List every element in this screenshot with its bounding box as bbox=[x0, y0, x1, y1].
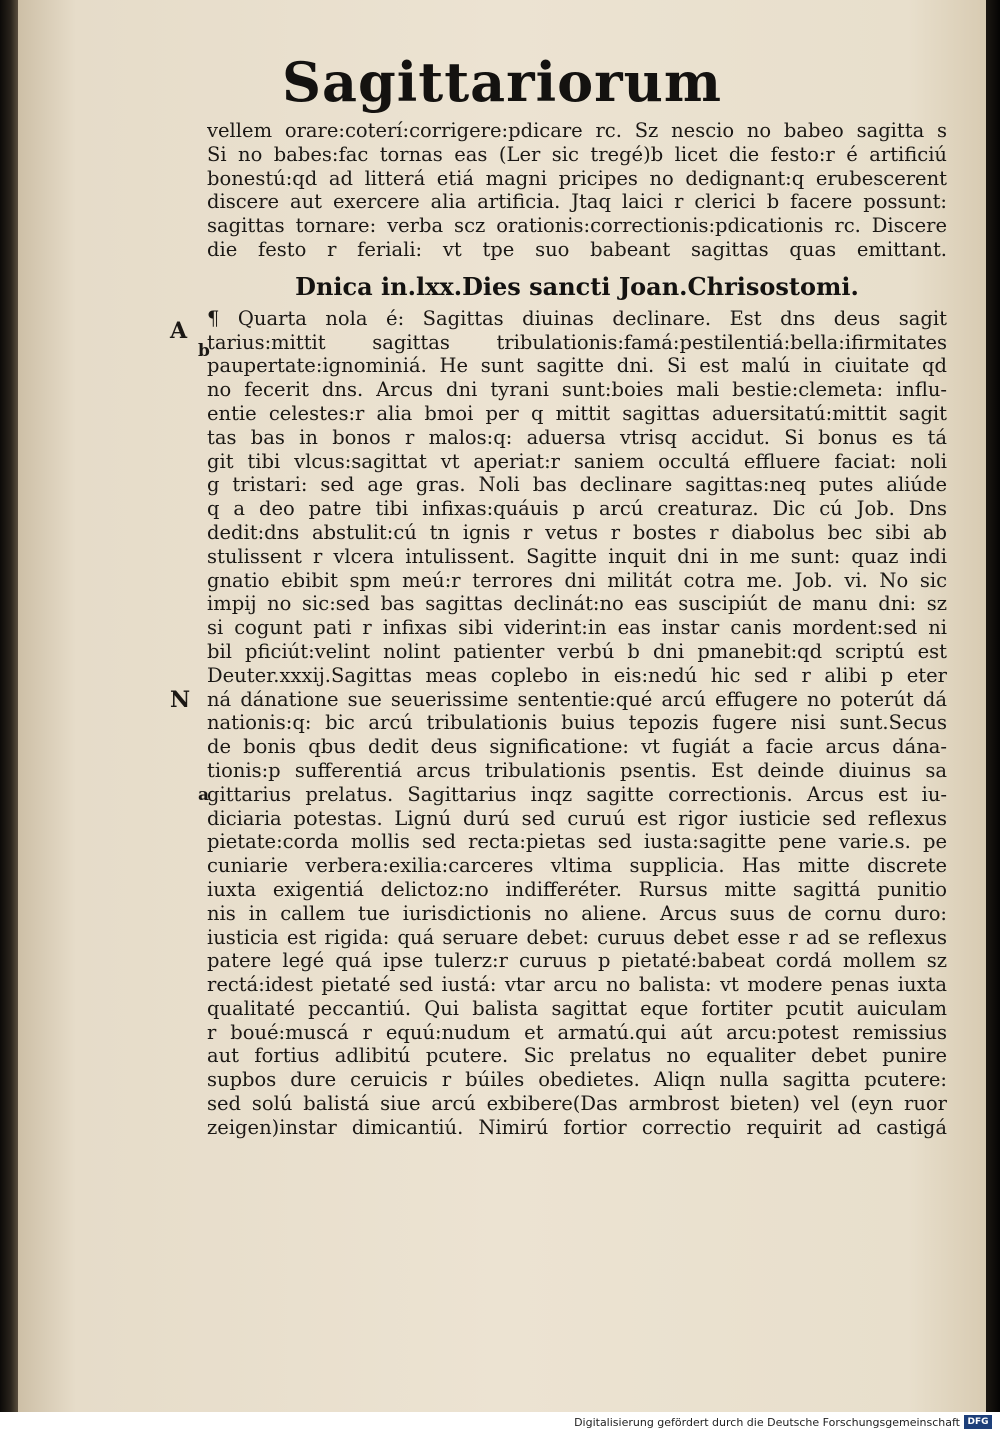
text-line: diciaria potestas. Lignú durú sed curuú est rigor iusticie sed reflexus bbox=[207, 806, 947, 830]
text-line: nationis:q: bic arcú tribulationis buius tepozis fugere nisi sunt.Secus bbox=[207, 711, 947, 735]
text-line: nis in callem tue iurisdictionis no aliene. Arcus suus de cornu duro: bbox=[207, 901, 947, 925]
body-paragraph bbox=[207, 307, 947, 1140]
text-line: iusticia est rigida: quá seruare debet: curuus debet esse r ad se reflexus bbox=[207, 925, 947, 949]
text-line: git tibi vlcus:sagittat vt aperiat:r saniem occultá effluere faciat: noli bbox=[207, 449, 947, 473]
text-line: die festo r feriali: vt tpe suo babeant sagittas quas emittant. bbox=[207, 237, 947, 261]
text-line: qualitaté peccantiú. Qui balista sagittat eque fortiter pcutit auiculam bbox=[207, 996, 947, 1020]
text-line: tas bas in bonos r malos:q: aduersa vtrisq accidut. Si bonus es tá bbox=[207, 425, 947, 449]
marginal-letter: N bbox=[170, 687, 191, 713]
marginal-letter: b bbox=[198, 341, 210, 361]
text-line: tarius:mittit sagittas tribulationis:famá:pestilentiá:bella:ifirmitates bbox=[207, 330, 947, 354]
text-line: Si no babes:fac tornas eas (Ler sic tregé)b licet die festo:r é artificiú bbox=[207, 142, 947, 166]
text-line: supbos dure ceruicis r búiles obedietes. Aliqn nulla sagitta pcutere: bbox=[207, 1068, 947, 1092]
text-line: dedit:dns abstulit:cú tn ignis r vetus r bostes r diabolus bec sibi ab bbox=[207, 520, 947, 544]
text-line: vellem orare:coterí:corrigere:pdicare rc. Sz nescio no babeo sagitta s bbox=[207, 119, 947, 142]
section-heading: Dnica in.lxx.Dies sancti Joan.Chrisostomi. bbox=[295, 271, 859, 301]
text-line: sagittas tornare: verba scz orationis:correctionis:pdicationis rc. Discere bbox=[207, 214, 947, 238]
text-line: ¶ Quarta nola é: Sagittas diuinas declinare. Est dns deus sagit bbox=[207, 306, 947, 330]
text-line: bil pficiút:velint nolint patienter verbú b dni pmanebit:qd scriptú est bbox=[207, 639, 947, 663]
text-line: tionis:p sufferentiá arcus tribulationis psentis. Est deinde diuinus sa bbox=[207, 758, 947, 782]
text-line: Deuter.xxxij.Sagittas meas coplebo in eis:nedú hic sed r alibi p eter bbox=[207, 663, 947, 687]
text-line: si cogunt pati r infixas sibi viderint:in eas instar canis mordent:sed ni bbox=[207, 616, 947, 640]
text-line: zeigen)instar dimicantiú. Nimirú fortior correctio requirit ad castigá bbox=[207, 1115, 947, 1139]
text-line: gittarius prelatus. Sagittarius inqz sagitte correctionis. Arcus est iu- bbox=[207, 782, 947, 806]
book-fore-edge bbox=[986, 0, 1000, 1412]
dfg-logo: DFG bbox=[964, 1415, 992, 1429]
text-block bbox=[207, 119, 947, 1140]
text-line: impij no sic:sed bas sagittas declinát:no eas suscipiút de manu dni: sz bbox=[207, 592, 947, 616]
text-line: discere aut exercere alia artificia. Jtaq laici r clerici b facere possunt: bbox=[207, 190, 947, 214]
text-line: aut fortius adlibitú pcutere. Sic prelatus no equaliter debet punire bbox=[207, 1044, 947, 1068]
text-line: de bonis qbus dedit deus significatione: vt fugiát a facie arcus dána- bbox=[207, 735, 947, 759]
running-head: Sagittariorum bbox=[282, 50, 722, 114]
text-line: entie celestes:r alia bmoi per q mittit sagittas aduersitatú:mittit sagit bbox=[207, 401, 947, 425]
intro-paragraph bbox=[207, 119, 947, 262]
text-line: stulissent r vlcera intulissent. Sagitte inquit dni in me sunt: quaz indi bbox=[207, 544, 947, 568]
marginal-letter: A bbox=[170, 318, 188, 344]
text-line: r boué:muscá r equú:nudum et armatú.qui aút arcu:potest remissius bbox=[207, 1020, 947, 1044]
marginal-letter: a bbox=[198, 785, 210, 805]
text-line: q a deo patre tibi infixas:quáuis p arcú creaturaz. Dic cú Job. Dns bbox=[207, 497, 947, 521]
text-line: paupertate:ignominiá. He sunt sagitte dni. Si est malú in ciuitate qd bbox=[207, 354, 947, 378]
book-spine-edge bbox=[0, 0, 18, 1412]
text-line: gnatio ebibit spm meú:r terrores dni militát cotra me. Job. vi. No sic bbox=[207, 568, 947, 592]
text-line: patere legé quá ipse tulerz:r curuus p pietaté:babeat cordá mollem sz bbox=[207, 949, 947, 973]
text-line: ná dánatione sue seuerissime sententie:qué arcú effugere no poterút dá bbox=[207, 687, 947, 711]
text-line: rectá:idest pietaté sed iustá: vtar arcu no balista: vt modere penas iuxta bbox=[207, 973, 947, 997]
text-line: cuniarie verbera:exilia:carceres vltima supplicia. Has mitte discrete bbox=[207, 854, 947, 878]
text-line: g tristari: sed age gras. Noli bas declinare sagittas:neq putes aliúde bbox=[207, 473, 947, 497]
text-line: bonestú:qd ad litterá etiá magni pricipes no dedignant:q erubescerent bbox=[207, 166, 947, 190]
text-line: sed solú balistá siue arcú exbibere(Das armbrost bieten) vel (eyn ruor bbox=[207, 1092, 947, 1116]
text-line: pietate:corda mollis sed recta:pietas sed iusta:sagitte pene varie.s. pe bbox=[207, 830, 947, 854]
funding-credit: Digitalisierung gefördert durch die Deutsche Forschungsgemeinschaft bbox=[574, 1416, 960, 1429]
text-line: iuxta exigentiá delictoz:no indifferéter. Rursus mitte sagittá punitio bbox=[207, 877, 947, 901]
text-line: no fecerit dns. Arcus dni tyrani sunt:boies mali bestie:clemeta: influ- bbox=[207, 378, 947, 402]
